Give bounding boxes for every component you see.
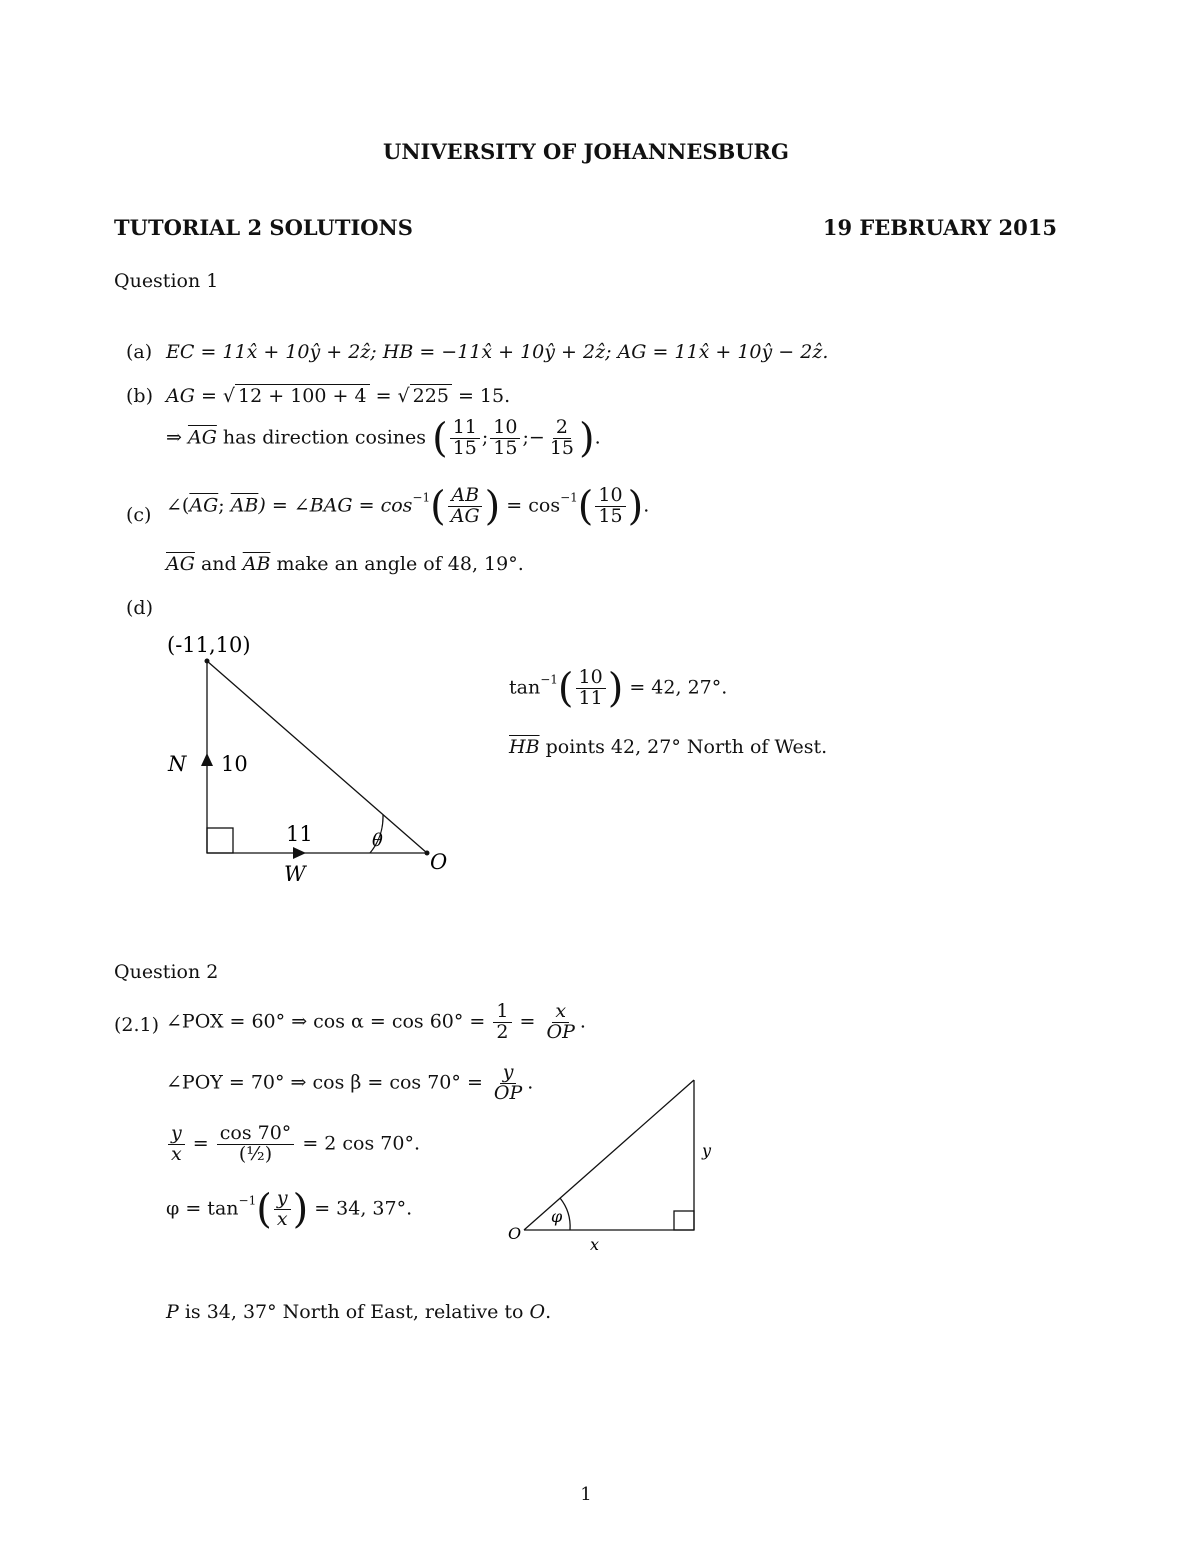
origin-label: O	[508, 1224, 522, 1243]
question-2-heading: Question 2	[114, 961, 219, 983]
q1b-magnitude: AG = √ 12 + 100 + 4 = √ 225 = 15.	[166, 385, 511, 407]
q2-conclusion: P is 34, 37° North of East, relative to O.	[166, 1301, 552, 1323]
tutorial-date: 19 FEBRUARY 2015	[822, 215, 1057, 240]
q2-line-4: $\varphi = \tan^{-1}$( $\frac{y}{x}$ ) = 34, 37°.	[166, 1186, 413, 1233]
q1a-vectors: EC = 11x̂ + 10ŷ + 2ẑ; HB = −11x̂ + 10ŷ + 2ẑ; AG = 11x̂ + 10ŷ − 2ẑ.	[166, 341, 829, 363]
west-label: W	[284, 862, 306, 886]
q1b-label: (b)	[126, 385, 153, 407]
point-label: (-11,10)	[167, 633, 251, 657]
right-angle-marker	[674, 1211, 694, 1230]
q1a-label: (a)	[126, 341, 153, 363]
q1d-triangle-diagram	[150, 625, 470, 895]
q2-label: (2.1)	[114, 1014, 160, 1036]
tutorial-title: TUTORIAL 2 SOLUTIONS	[114, 215, 413, 240]
q1d-direction-text: $\overline{HB}$ points 42, 27° North of West.	[509, 736, 828, 758]
q1b-direction-cosines: ⇒ $\overline{AG}$ has direction cosines ( $\frac{11}{15}$ ; $\frac{10}{15}$ ;− $\frac{2}{15}$ ).	[166, 415, 601, 462]
q1c-angle-equation: $\angle(\overline{AG}$; $\overline{AB}$) = ∠BAG = $\cos^{-1}$( $\frac{AB}{AG}$ ) = $\cos^{-1}$( $\frac{10}{15}$ ).	[166, 483, 650, 530]
page-number: 1	[580, 1484, 592, 1505]
q2-line-3: $\frac{y}{x}$ = $\frac{\cos 70^\circ}{\text{(½)}}$ = 2 cos 70°.	[166, 1124, 420, 1165]
hypotenuse	[524, 1080, 694, 1230]
phi-label: φ	[551, 1207, 563, 1226]
point-dot	[205, 659, 210, 664]
origin-label: O	[430, 850, 448, 874]
north-label: N	[168, 752, 187, 776]
north-value: 10	[221, 752, 248, 776]
west-arrow-icon	[293, 847, 306, 859]
theta-label: θ	[372, 830, 383, 851]
question-1-heading: Question 1	[114, 270, 219, 292]
q2-line-2: ∠POY = 70° ⇒ cos β = cos 70° = $\frac{y}{OP}$ .	[166, 1061, 534, 1104]
q2-line-1: ∠POX = 60° ⇒ cos α = cos 60° = $\frac{1}{2}$ = $\frac{x}{OP}$ .	[166, 1000, 586, 1043]
q1c-label: (c)	[126, 504, 152, 526]
q1c-angle-result: $\overline{AG}$ and $\overline{AB}$ make an angle of 48, 19°.	[166, 553, 524, 575]
west-value: 11	[286, 822, 313, 846]
q1d-tan-equation: $\tan^{-1}$( $\frac{10}{11}$ ) = 42, 27°.	[509, 665, 728, 712]
north-arrow-icon	[201, 753, 213, 766]
origin-dot	[425, 851, 430, 856]
university-title: UNIVERSITY OF JOHANNESBURG	[383, 139, 789, 164]
right-angle-marker	[207, 828, 233, 853]
q1d-label: (d)	[126, 597, 153, 619]
x-label: x	[590, 1235, 600, 1254]
y-label: y	[702, 1141, 712, 1160]
q2-triangle-diagram	[500, 1070, 730, 1260]
